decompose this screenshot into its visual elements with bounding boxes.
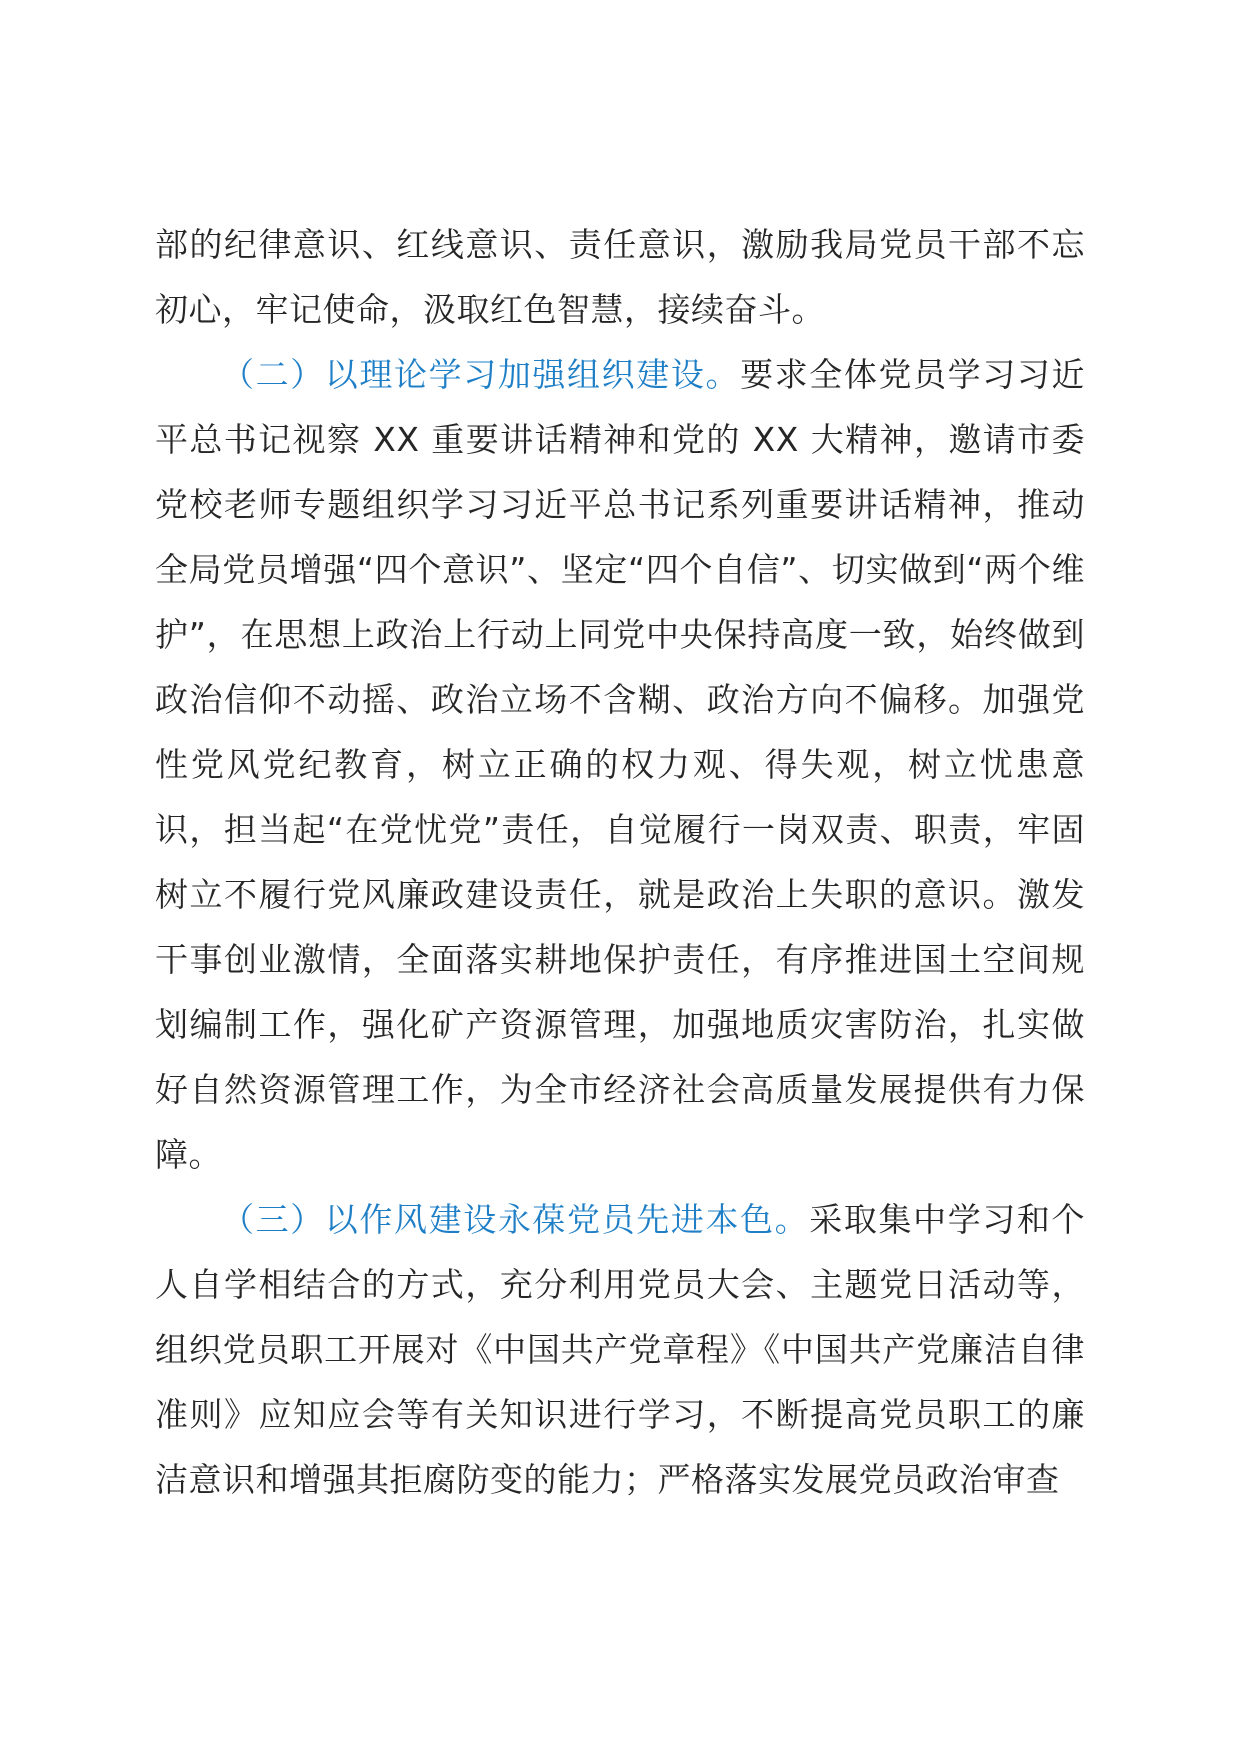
document-page [155, 212, 1085, 1512]
paragraph-section-2 [155, 342, 1085, 1187]
paragraph-section-3 [155, 1187, 1085, 1512]
section-3-body: 采取集中学习和个人自学相结合的方式，充分利用党员大会、主题党日活动等，组织党员职工开展对《中国共产党章程》《中国共产党廉洁自律准则》应知应会等有关知识进行学习，不断提高党员职工的廉洁意识和增强其拒腐防变的能力；严格落实发展党员政治审查 [155, 1200, 1086, 1499]
paragraph-continuation [155, 212, 1085, 342]
section-2-heading: （二）以理论学习加强组织建设。 [221, 355, 741, 394]
section-3-heading: （三）以作风建设永葆党员先进本色。 [221, 1200, 810, 1239]
paragraph-1-text: 部的纪律意识、红线意识、责任意识，激励我局党员干部不忘初心，牢记使命，汲取红色智慧，接续奋斗。 [155, 225, 1085, 329]
section-2-body: 要求全体党员学习习近平总书记视察 XX 重要讲话精神和党的 XX 大精神，邀请市委党校老师专题组织学习习近平总书记系列重要讲话精神，推动全局党员增强“四个意识”、坚定“四个自信”、切实做到“两个维护”，在思想上政治上行动上同党中央保持高度一致，始终做到政治信仰不动摇、政治立场不含糊、政治方向不偏移。加强党性党风党纪教育，树立正确的权力观、得失观，树立忧患意识，担当起“在党忧党”责任，自觉履行一岗双责、职责，牢固树立不履行党风廉政建设责任，就是政治上失职的意识。激发干事创业激情，全面落实耕地保护责任，有序推进国土空间规划编制工作，强化矿产资源管理，加强地质灾害防治，扎实做好自然资源管理工作，为全市经济社会高质量发展提供有力保障。 [155, 355, 1086, 1174]
